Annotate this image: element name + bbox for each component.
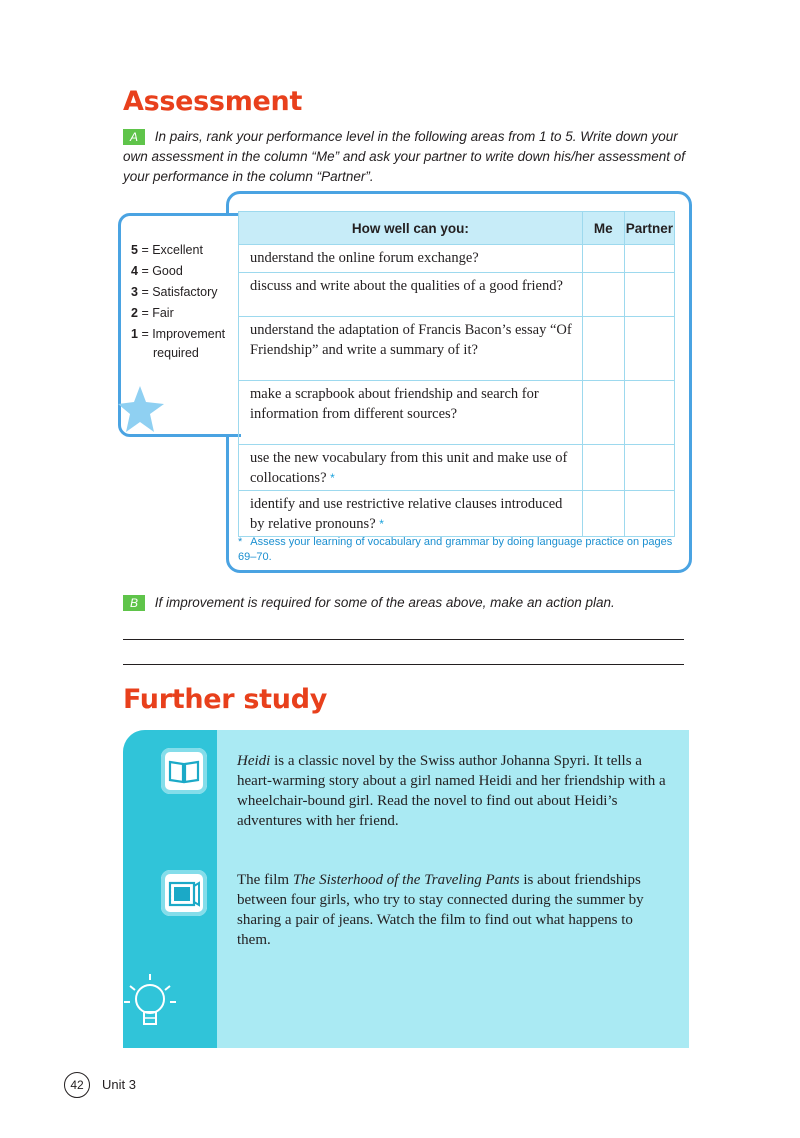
book-title: Heidi (237, 753, 271, 769)
page-number: 42 (64, 1072, 90, 1098)
scale-item: 3 = Satisfactory (131, 285, 218, 299)
me-cell[interactable] (582, 445, 624, 491)
partner-cell[interactable] (624, 273, 674, 317)
partner-cell[interactable] (624, 317, 674, 381)
table-row (239, 491, 675, 537)
action-plan-line[interactable] (123, 664, 684, 665)
row-text: understand the adaptation of Francis Bacon’s essay “Of Friendship” and write a summary of it? (239, 317, 583, 381)
table-row (239, 317, 675, 381)
film-icon (161, 870, 207, 916)
partner-cell[interactable] (624, 445, 674, 491)
lightbulb-icon (120, 966, 180, 1044)
unit-label: Unit 3 (102, 1077, 136, 1092)
me-cell[interactable] (582, 273, 624, 317)
table-row (239, 245, 675, 273)
part-b-marker: B (123, 595, 145, 611)
part-b-text: If improvement is required for some of the areas above, make an action plan. (154, 595, 615, 610)
row-text: make a scrapbook about friendship and search for information from different sources? (239, 381, 583, 445)
row-text: use the new vocabulary from this unit and make use of collocations? * (239, 445, 583, 491)
star-icon (118, 384, 174, 434)
part-b-instruction (123, 593, 693, 613)
book-recommendation: Heidi is a classic novel by the Swiss author Johanna Spyri. It tells a heart-warming story about a girl named Heidi and her friendship with a wheelchair-bound girl. Read the novel to find out about Heidi’s adventures with her friend. (237, 753, 666, 829)
table-row (239, 445, 675, 491)
assessment-table (238, 211, 675, 537)
part-a-text: In pairs, rank your performance level in the following areas from 1 to 5. Write down your own assessment in the column “Me” and ask your partner to write down his/her assessment of your performance in the column “Partner”. (123, 129, 686, 184)
header-me: Me (582, 212, 624, 245)
table-row (239, 273, 675, 317)
header-how-well: How well can you: (239, 212, 583, 245)
me-cell[interactable] (582, 317, 624, 381)
scale-item: 1 = Improvement (131, 327, 226, 341)
scale-item: 2 = Fair (131, 306, 174, 320)
row-text: identify and use restrictive relative clauses introduced by relative pronouns? * (239, 491, 583, 537)
scale-item: 5 = Excellent (131, 243, 203, 257)
scale-item-continued: required (153, 346, 199, 360)
footnote: * Assess your learning of vocabulary and grammar by doing language practice on pages 69–70. (238, 536, 673, 563)
me-cell[interactable] (582, 245, 624, 273)
partner-cell[interactable] (624, 245, 674, 273)
scale-item: 4 = Good (131, 264, 183, 278)
action-plan-line[interactable] (123, 639, 684, 640)
further-study-title: Further study (123, 684, 328, 715)
book-icon (161, 748, 207, 794)
me-cell[interactable] (582, 381, 624, 445)
film-title: The Sisterhood of the Traveling Pants (292, 872, 520, 888)
table-row (239, 381, 675, 445)
assessment-title: Assessment (123, 86, 303, 117)
partner-cell[interactable] (624, 381, 674, 445)
me-cell[interactable] (582, 491, 624, 537)
film-recommendation: The film The Sisterhood of the Traveling Pants is about friendships between four girls, who try to stay connected during the summer by sharing a pair of jeans. Watch the film to find out what happens to them. (237, 872, 644, 948)
part-a-instruction (123, 127, 693, 187)
part-a-marker: A (123, 129, 145, 145)
row-text: discuss and write about the qualities of a good friend? (239, 273, 583, 317)
rating-scale (131, 240, 225, 362)
partner-cell[interactable] (624, 491, 674, 537)
row-text: understand the online forum exchange? (239, 245, 583, 273)
header-partner: Partner (624, 212, 674, 245)
